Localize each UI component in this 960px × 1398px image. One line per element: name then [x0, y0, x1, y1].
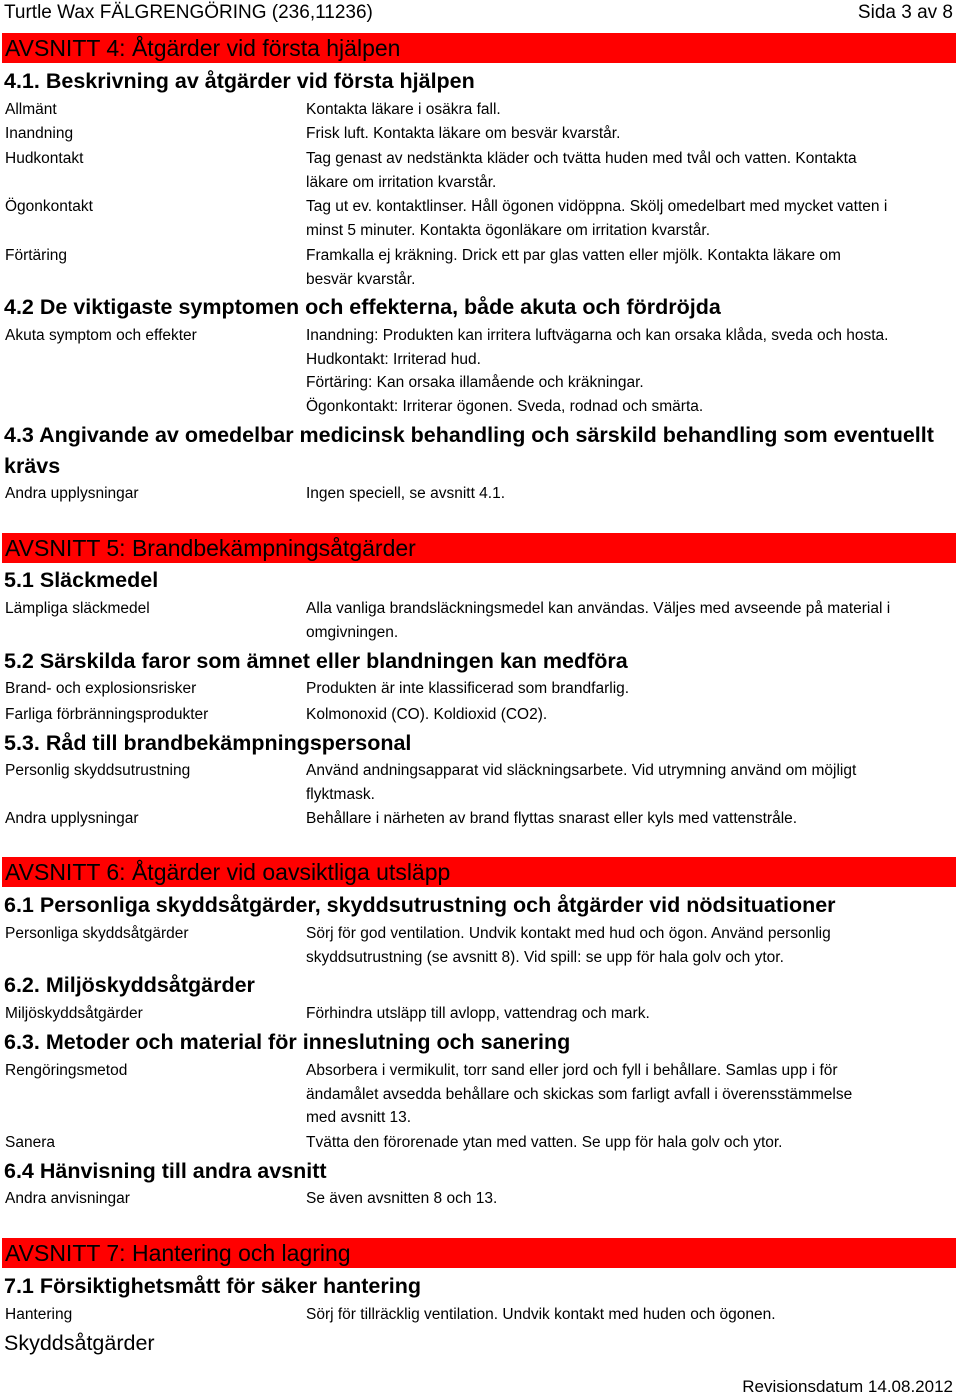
- row-label-miljoskyddsatgarder: Miljöskyddsåtgärder: [5, 1005, 143, 1022]
- subsection-4-1-title: 4.1. Beskrivning av åtgärder vid första hjälpen: [4, 69, 475, 93]
- row-label-personlig-skyddsutrustning: Personlig skyddsutrustning: [5, 762, 191, 779]
- row-value-inandning: Frisk luft. Kontakta läkare om besvär kvarstår.: [306, 125, 621, 142]
- subsection-5-2-title: 5.2 Särskilda faror som ämnet eller blandningen kan medföra: [4, 649, 628, 673]
- document-product-title: Turtle Wax FÄLGRENGÖRING (236,11236): [4, 2, 373, 23]
- row-label-andra-upplysningar-4: Andra upplysningar: [5, 485, 139, 502]
- row-value-lampliga-slackmedel: Alla vanliga brandsläckningsmedel kan användas. Väljes med avseende på material i omgivningen.: [306, 600, 891, 641]
- row-value-hantering: Sörj för tillräcklig ventilation. Undvik kontakt med huden och ögonen.: [306, 1306, 776, 1323]
- row-label-hudkontakt: Hudkontakt: [5, 150, 84, 167]
- row-value-akuta-symptom: Inandning: Produkten kan irritera luftvägarna och kan orsaka klåda, sveda och hosta. Hudkontakt: Irriterad hud.: [306, 327, 889, 368]
- row-label-fortaring: Förtäring: [5, 247, 68, 264]
- row-value-akuta-symptom-ogon: Ögonkontakt: Irriterar ögonen. Sveda, rodnad och smärta.: [306, 398, 704, 415]
- section-7-title: AVSNITT 7: Hantering och lagring: [5, 1240, 351, 1266]
- row-label-andra-upplysningar-5: Andra upplysningar: [5, 810, 139, 827]
- row-label-rengoringsmetod: Rengöringsmetod: [5, 1062, 128, 1079]
- row-label-lampliga-slackmedel: Lämpliga släckmedel: [5, 600, 150, 617]
- row-value-sanera: Tvätta den förorenade ytan med vatten. Se upp för hala golv och ytor.: [306, 1134, 783, 1151]
- row-value-ogonkontakt: Tag ut ev. kontaktlinser. Håll ögonen vidöppna. Skölj omedelbart med mycket vatten i minst 5 minuter. Kontakta ögonläkare om irritation kvarstår.: [306, 198, 888, 239]
- row-value-rengoringsmetod: Absorbera i vermikulit, torr sand eller jord och fyll i behållare. Samlas upp i för ändamålet avsedda behållare och skickas som farligt avfall i överensstämmelse med avsnitt 13.: [306, 1062, 853, 1126]
- row-value-personlig-skyddsutrustning: Använd andningsapparat vid släckningsarbete. Vid utrymning använd om möjligt flyktmask.: [306, 762, 857, 803]
- section-5-title: AVSNITT 5: Brandbekämpningsåtgärder: [5, 535, 416, 561]
- subsection-4-2-title: 4.2 De viktigaste symptomen och effekterna, både akuta och fördröjda: [4, 295, 721, 319]
- row-value-allmant: Kontakta läkare i osäkra fall.: [306, 101, 501, 118]
- row-label-personliga-skyddsatgarder: Personliga skyddsåtgärder: [5, 925, 189, 942]
- subsection-5-3-title: 5.3. Råd till brandbekämpningspersonal: [4, 731, 412, 755]
- row-label-brand-explosionsrisker: Brand- och explosionsrisker: [5, 680, 197, 697]
- row-value-brand-explosionsrisker: Produkten är inte klassificerad som brandfarlig.: [306, 680, 630, 697]
- subsection-4-3-title: 4.3 Angivande av omedelbar medicinsk behandling och särskild behandling som eventuellt krävs: [4, 423, 934, 478]
- section-4-title: AVSNITT 4: Åtgärder vid första hjälpen: [5, 35, 401, 61]
- row-value-miljoskyddsatgarder: Förhindra utsläpp till avlopp, vattendrag och mark.: [306, 1005, 650, 1022]
- row-label-ogonkontakt: Ögonkontakt: [5, 198, 93, 215]
- row-value-andra-upplysningar-5: Behållare i närheten av brand flyttas snarast eller kyls med vattenstråle.: [306, 810, 798, 827]
- row-label-akuta-symptom: Akuta symptom och effekter: [5, 327, 197, 344]
- subsection-6-3-title: 6.3. Metoder och material för inneslutning och sanering: [4, 1030, 571, 1054]
- page-number: Sida 3 av 8: [857, 2, 953, 23]
- section-6-title: AVSNITT 6: Åtgärder vid oavsiktliga utsläpp: [5, 859, 451, 885]
- row-value-hudkontakt: Tag genast av nedstänkta kläder och tvätta huden med tvål och vatten. Kontakta läkare om irritation kvarstår.: [306, 150, 857, 191]
- row-value-farliga-forbranningsprodukter: Kolmonoxid (CO). Koldioxid (CO2).: [306, 706, 548, 723]
- row-label-inandning: Inandning: [5, 125, 74, 142]
- row-label-hantering: Hantering: [5, 1306, 73, 1323]
- row-value-akuta-symptom-fortaring: Förtäring: Kan orsaka illamående och kräkningar.: [306, 374, 644, 391]
- revision-date: Revisionsdatum 14.08.2012: [742, 1377, 953, 1396]
- row-label-farliga-forbranningsprodukter: Farliga förbränningsprodukter: [5, 706, 209, 723]
- row-value-andra-anvisningar: Se även avsnitten 8 och 13.: [306, 1190, 498, 1207]
- row-label-andra-anvisningar: Andra anvisningar: [5, 1190, 130, 1207]
- row-value-andra-upplysningar-4: Ingen speciell, se avsnitt 4.1.: [306, 485, 506, 502]
- subsection-5-1-title: 5.1 Släckmedel: [4, 568, 159, 592]
- subsection-6-2-title: 6.2. Miljöskyddsåtgärder: [4, 973, 255, 997]
- subsection-6-1-title: 6.1 Personliga skyddsåtgärder, skyddsutrustning och åtgärder vid nödsituationer: [4, 893, 836, 917]
- row-value-personliga-skyddsatgarder: Sörj för god ventilation. Undvik kontakt med hud och ögon. Använd personlig skyddsutrustning (se avsnitt 8). Vid spill: se upp för hala golv och ytor.: [306, 925, 831, 966]
- skyddsatgarder-heading: Skyddsåtgärder: [4, 1331, 155, 1355]
- row-value-fortaring: Framkalla ej kräkning. Drick ett par glas vatten eller mjölk. Kontakta läkare om besvär kvarstår.: [306, 247, 841, 288]
- row-label-allmant: Allmänt: [5, 101, 57, 118]
- row-label-sanera: Sanera: [5, 1134, 55, 1151]
- subsection-7-1-title: 7.1 Försiktighetsmått för säker hantering: [4, 1274, 421, 1298]
- subsection-6-4-title: 6.4 Hänvisning till andra avsnitt: [4, 1159, 327, 1183]
